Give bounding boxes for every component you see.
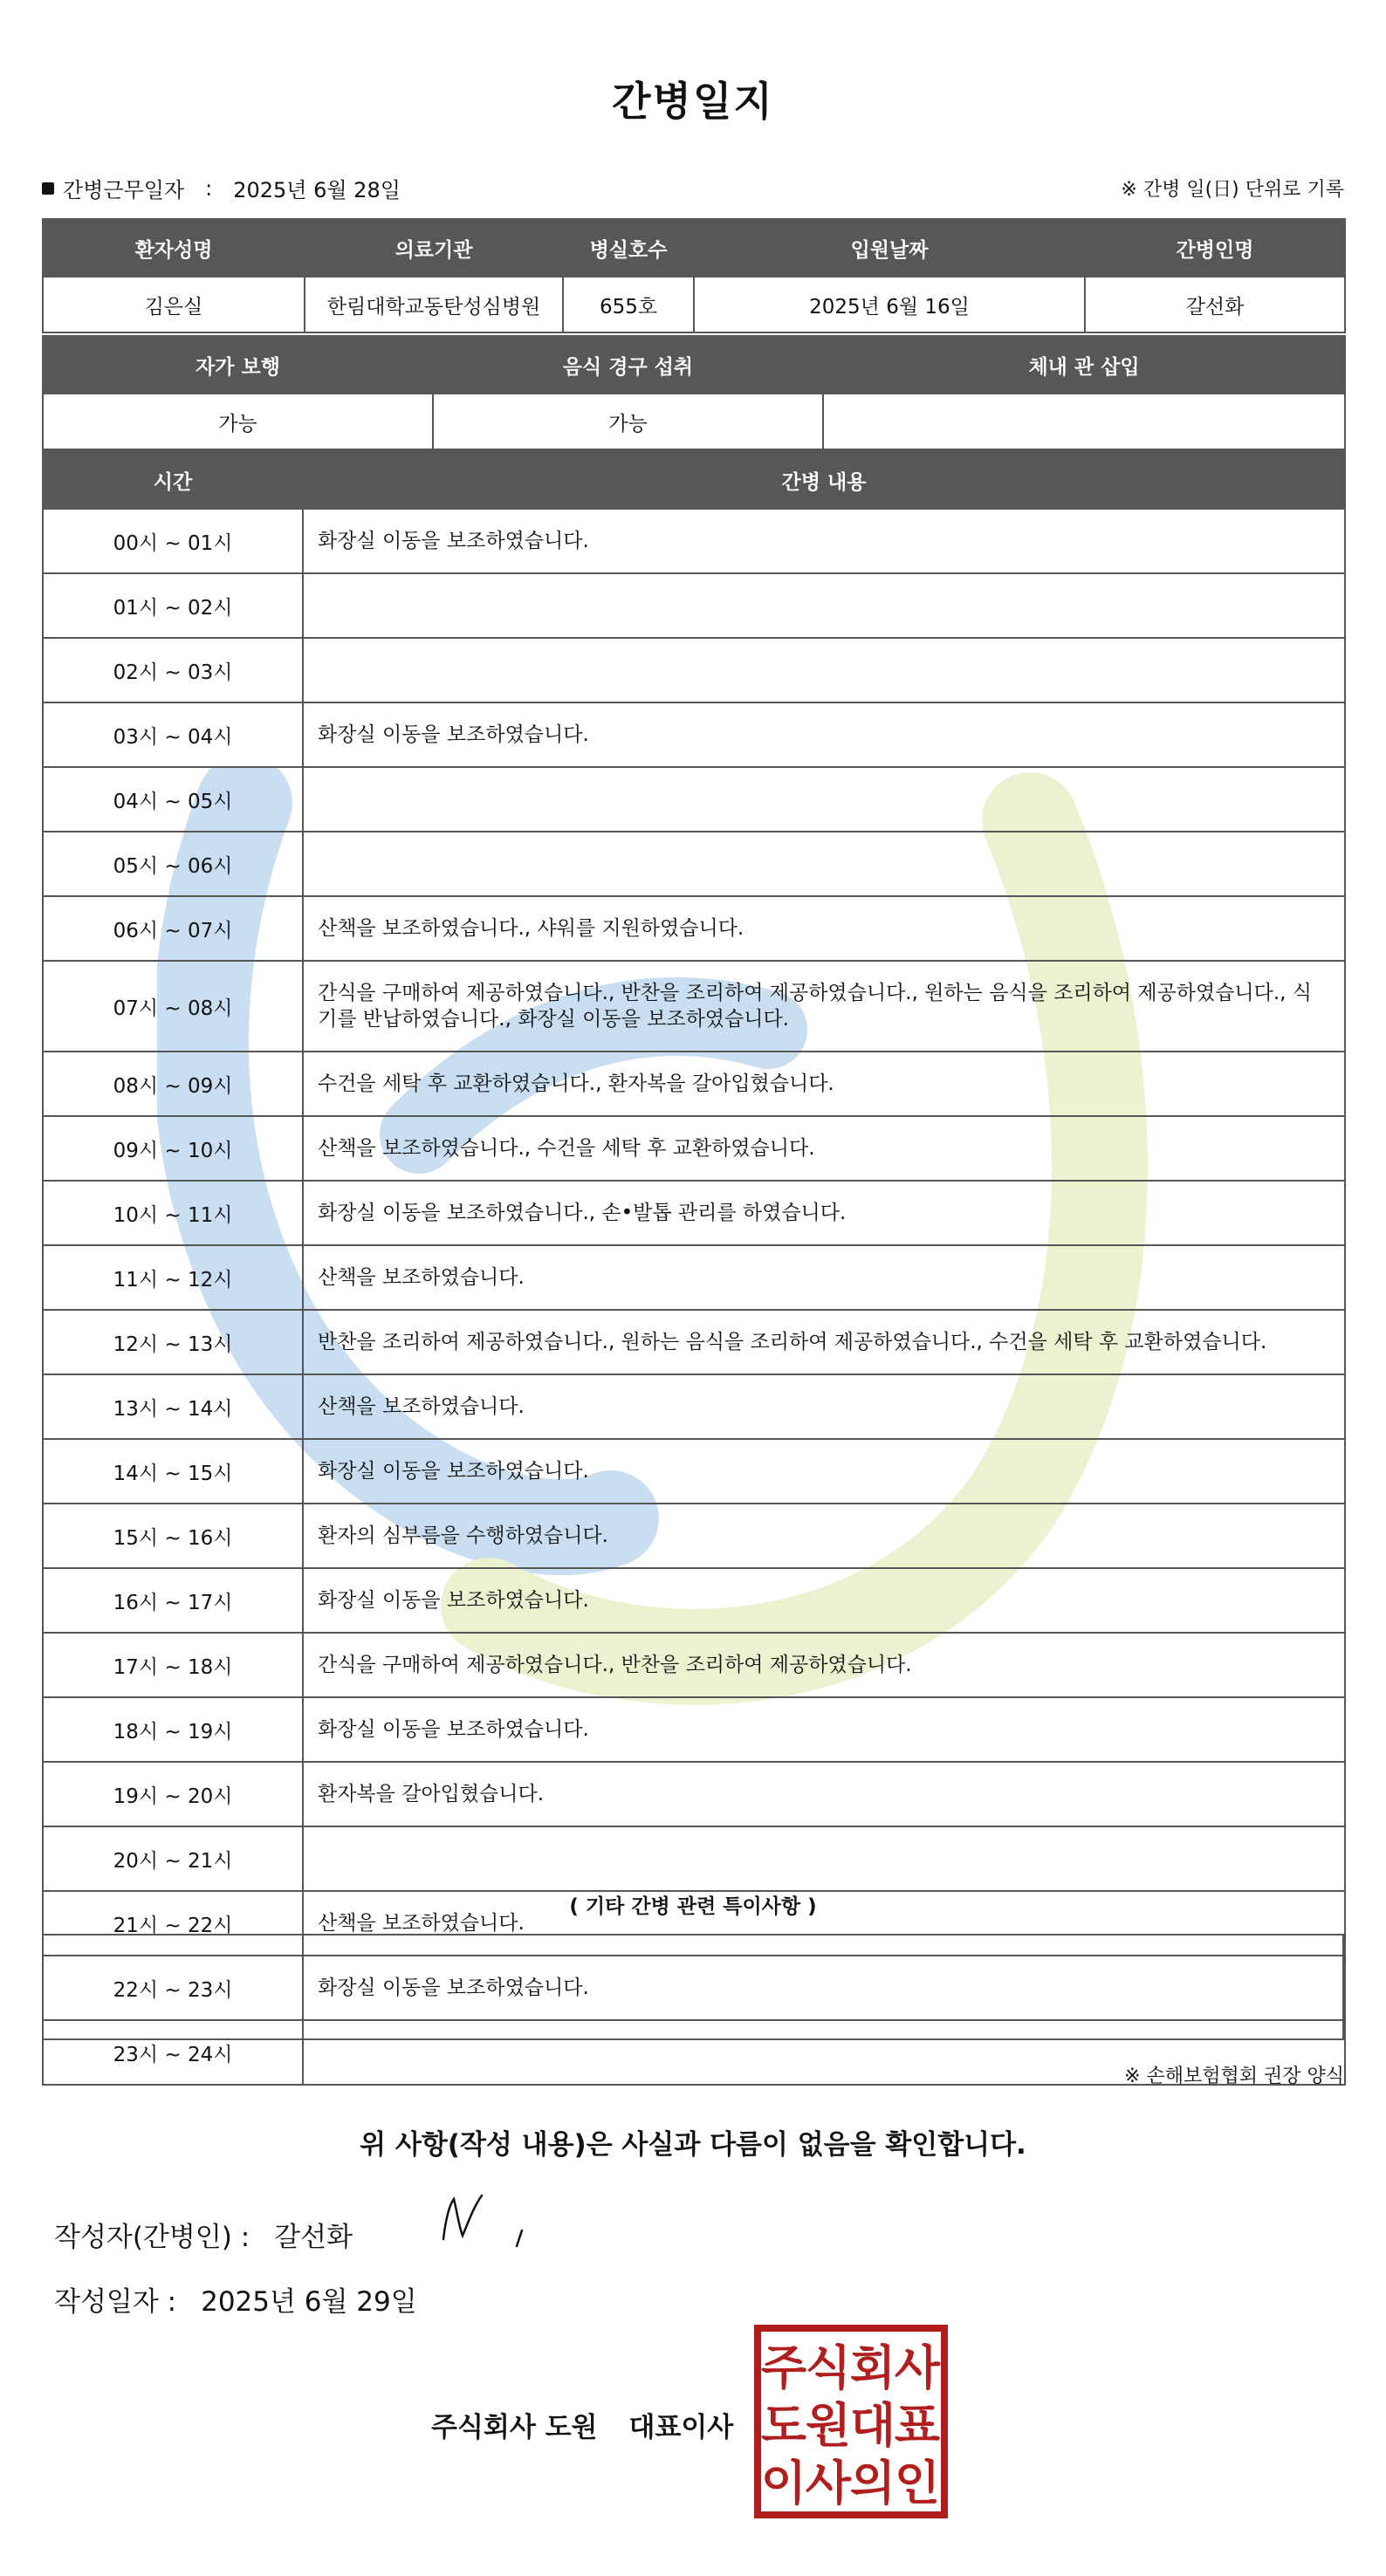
- header-time: 시간: [43, 451, 303, 509]
- log-content: 산책을 보조하였습니다., 수건을 세탁 후 교환하였습니다.: [303, 1116, 1345, 1181]
- log-content: [303, 638, 1345, 702]
- confirmation-statement: 위 사항(작성 내용)은 사실과 다름이 없음을 확인합니다.: [360, 2129, 1026, 2161]
- written-date-line: [54, 2279, 417, 2319]
- seal-char: 이: [760, 2456, 807, 2511]
- log-time: 07시 ~ 08시: [43, 961, 303, 1052]
- log-time: 08시 ~ 09시: [43, 1052, 303, 1116]
- log-time: 10시 ~ 11시: [43, 1181, 303, 1245]
- table-row: [43, 961, 1345, 1052]
- log-content: 화장실 이동을 보조하였습니다.: [303, 1956, 1345, 2020]
- room-number: 655호: [563, 277, 694, 332]
- log-time: 04시 ~ 05시: [43, 767, 303, 832]
- log-content: 화장실 이동을 보조하였습니다.: [303, 1568, 1345, 1633]
- table-row: [43, 1052, 1345, 1116]
- log-content: 산책을 보조하였습니다., 샤워를 지원하였습니다.: [303, 896, 1345, 961]
- header-walking: 자가 보행: [43, 336, 433, 394]
- written-date-value: 2025년 6월 29일: [201, 2286, 417, 2318]
- notes-heading: ( 기타 간병 관련 특이사항 ): [569, 1895, 817, 1918]
- log-content: 환자의 심부름을 수행하였습니다.: [303, 1504, 1345, 1568]
- log-content: 화장실 이동을 보조하였습니다.: [303, 702, 1345, 767]
- table-row: [43, 1374, 1345, 1439]
- work-date-label: 간병근무일자: [63, 178, 185, 202]
- caregiver-name: 갈선화: [1085, 277, 1345, 332]
- seal-char: 대: [849, 2398, 896, 2453]
- unit-note: ※ 간병 일(日) 단위로 기록: [1121, 179, 1344, 201]
- written-date-label: 작성일자 :: [54, 2286, 177, 2318]
- seal-char: 사: [805, 2456, 852, 2511]
- log-time: 15시 ~ 16시: [43, 1504, 303, 1568]
- table-row: [43, 896, 1345, 961]
- table-row: [43, 702, 1345, 767]
- form-note: ※ 손해보험협회 권장 양식: [1124, 2066, 1344, 2087]
- table-row: [43, 1245, 1345, 1310]
- log-time: 17시 ~ 18시: [43, 1633, 303, 1697]
- seal-char: 사: [894, 2340, 941, 2395]
- log-time: 00시 ~ 01시: [43, 509, 303, 573]
- log-content: 반찬을 조리하여 제공하였습니다., 원하는 음식을 조리하여 제공하였습니다., 수건을 세탁 후 교환하였습니다.: [303, 1310, 1345, 1374]
- writer-name: 갈선화: [274, 2222, 353, 2253]
- log-time: 09시 ~ 10시: [43, 1116, 303, 1181]
- table-row: [43, 1439, 1345, 1504]
- table-row: [43, 1826, 1345, 1891]
- log-time: 11시 ~ 12시: [43, 1245, 303, 1310]
- company-name: 주식회사 도원: [431, 2412, 598, 2443]
- header-admission-date: 입원날짜: [694, 219, 1085, 277]
- tube-status: [823, 394, 1345, 449]
- table-row: [43, 638, 1345, 702]
- log-content: 화장실 이동을 보조하였습니다.: [303, 509, 1345, 573]
- table-row: [43, 1116, 1345, 1181]
- table-row: [43, 1181, 1345, 1245]
- page-title: 간병일지: [612, 78, 774, 125]
- log-content: 수건을 세탁 후 교환하였습니다., 환자복을 갈아입혔습니다.: [303, 1052, 1345, 1116]
- log-time: 02시 ~ 03시: [43, 638, 303, 702]
- log-content: 산책을 보조하였습니다.: [303, 1374, 1345, 1439]
- patient-status-table: [42, 335, 1346, 450]
- log-content: 화장실 이동을 보조하였습니다., 손•발톱 관리를 하였습니다.: [303, 1181, 1345, 1245]
- log-content: 산책을 보조하였습니다.: [303, 1891, 1345, 1956]
- log-time: 13시 ~ 14시: [43, 1374, 303, 1439]
- table-row: [43, 573, 1345, 638]
- work-date-value: 2025년 6월 28일: [233, 178, 401, 202]
- table-row: [43, 1762, 1345, 1826]
- table-row: [43, 832, 1345, 896]
- log-time: 16시 ~ 17시: [43, 1568, 303, 1633]
- header-room: 병실호수: [563, 219, 694, 277]
- log-time: 19시 ~ 20시: [43, 1762, 303, 1826]
- log-time: 22시 ~ 23시: [43, 1956, 303, 2020]
- log-time: 03시 ~ 04시: [43, 702, 303, 767]
- writer-label: 작성자(간병인) :: [54, 2222, 250, 2253]
- table-header-row: [43, 336, 1345, 394]
- handwritten-signature: [436, 2189, 541, 2250]
- company-seal-stamp: [754, 2325, 948, 2518]
- log-time: 06시 ~ 07시: [43, 896, 303, 961]
- table-row: [43, 767, 1345, 832]
- company-title: 대표이사: [628, 2412, 734, 2443]
- header-hospital: 의료기관: [305, 219, 563, 277]
- log-time: 12시 ~ 13시: [43, 1310, 303, 1374]
- log-time: 14시 ~ 15시: [43, 1439, 303, 1504]
- log-time: 20시 ~ 21시: [43, 1826, 303, 1891]
- table-row: [43, 1504, 1345, 1568]
- table-row: [43, 1633, 1345, 1697]
- table-header-row: [43, 451, 1345, 509]
- seal-char: 의: [849, 2456, 896, 2511]
- seal-char: 회: [849, 2340, 896, 2395]
- admission-date: 2025년 6월 16일: [694, 277, 1085, 332]
- log-content: 산책을 보조하였습니다.: [303, 1245, 1345, 1310]
- oral-intake-status: 가능: [433, 394, 823, 449]
- log-content: 간식을 구매하여 제공하였습니다., 반찬을 조리하여 제공하였습니다.: [303, 1633, 1345, 1697]
- bullet-square-icon: [42, 182, 54, 195]
- seal-char: 표: [894, 2398, 941, 2453]
- log-content: [303, 573, 1345, 638]
- log-content: [303, 832, 1345, 896]
- table-header-row: [43, 219, 1345, 277]
- seal-char: 도: [760, 2398, 807, 2453]
- seal-char: 인: [894, 2456, 941, 2511]
- log-time: 21시 ~ 22시: [43, 1891, 303, 1956]
- table-row: [43, 1310, 1345, 1374]
- company-line: [431, 2405, 733, 2444]
- patient-info-table: [42, 218, 1346, 333]
- table-row: [43, 277, 1345, 332]
- writer-line: [54, 2215, 353, 2254]
- log-content: 간식을 구매하여 제공하였습니다., 반찬을 조리하여 제공하였습니다., 원하는 음식을 조리하여 제공하였습니다., 식기를 반납하였습니다., 화장실 이동을 보조하였습니다.: [303, 961, 1345, 1052]
- header-oral-intake: 음식 경구 섭취: [433, 336, 823, 394]
- table-row: [43, 1697, 1345, 1762]
- log-content: [303, 1826, 1345, 1891]
- notes-box: [42, 1934, 1344, 2040]
- care-log-table: [42, 450, 1346, 2086]
- hospital: 한림대학교동탄성심병원: [305, 277, 563, 332]
- work-date-separator: :: [205, 175, 213, 201]
- log-time: 05시 ~ 06시: [43, 832, 303, 896]
- table-row: [43, 509, 1345, 573]
- seal-char: 주: [760, 2340, 807, 2395]
- seal-char: 식: [805, 2340, 852, 2395]
- log-content: 화장실 이동을 보조하였습니다.: [303, 1439, 1345, 1504]
- log-time: 01시 ~ 02시: [43, 573, 303, 638]
- header-caregiver: 간병인명: [1085, 219, 1345, 277]
- log-time: 18시 ~ 19시: [43, 1697, 303, 1762]
- table-row: [43, 1568, 1345, 1633]
- log-content: [303, 767, 1345, 832]
- table-row: [43, 394, 1345, 449]
- header-tube: 체내 관 삽입: [823, 336, 1345, 394]
- work-date: [42, 173, 401, 203]
- log-content: 화장실 이동을 보조하였습니다.: [303, 1697, 1345, 1762]
- patient-name: 김은실: [43, 277, 305, 332]
- log-time: 23시 ~ 24시: [43, 2020, 303, 2085]
- header-care-content: 간병 내용: [303, 451, 1345, 509]
- seal-char: 원: [805, 2398, 852, 2453]
- log-content: 환자복을 갈아입혔습니다.: [303, 1762, 1345, 1826]
- walking-status: 가능: [43, 394, 433, 449]
- header-patient-name: 환자성명: [43, 219, 305, 277]
